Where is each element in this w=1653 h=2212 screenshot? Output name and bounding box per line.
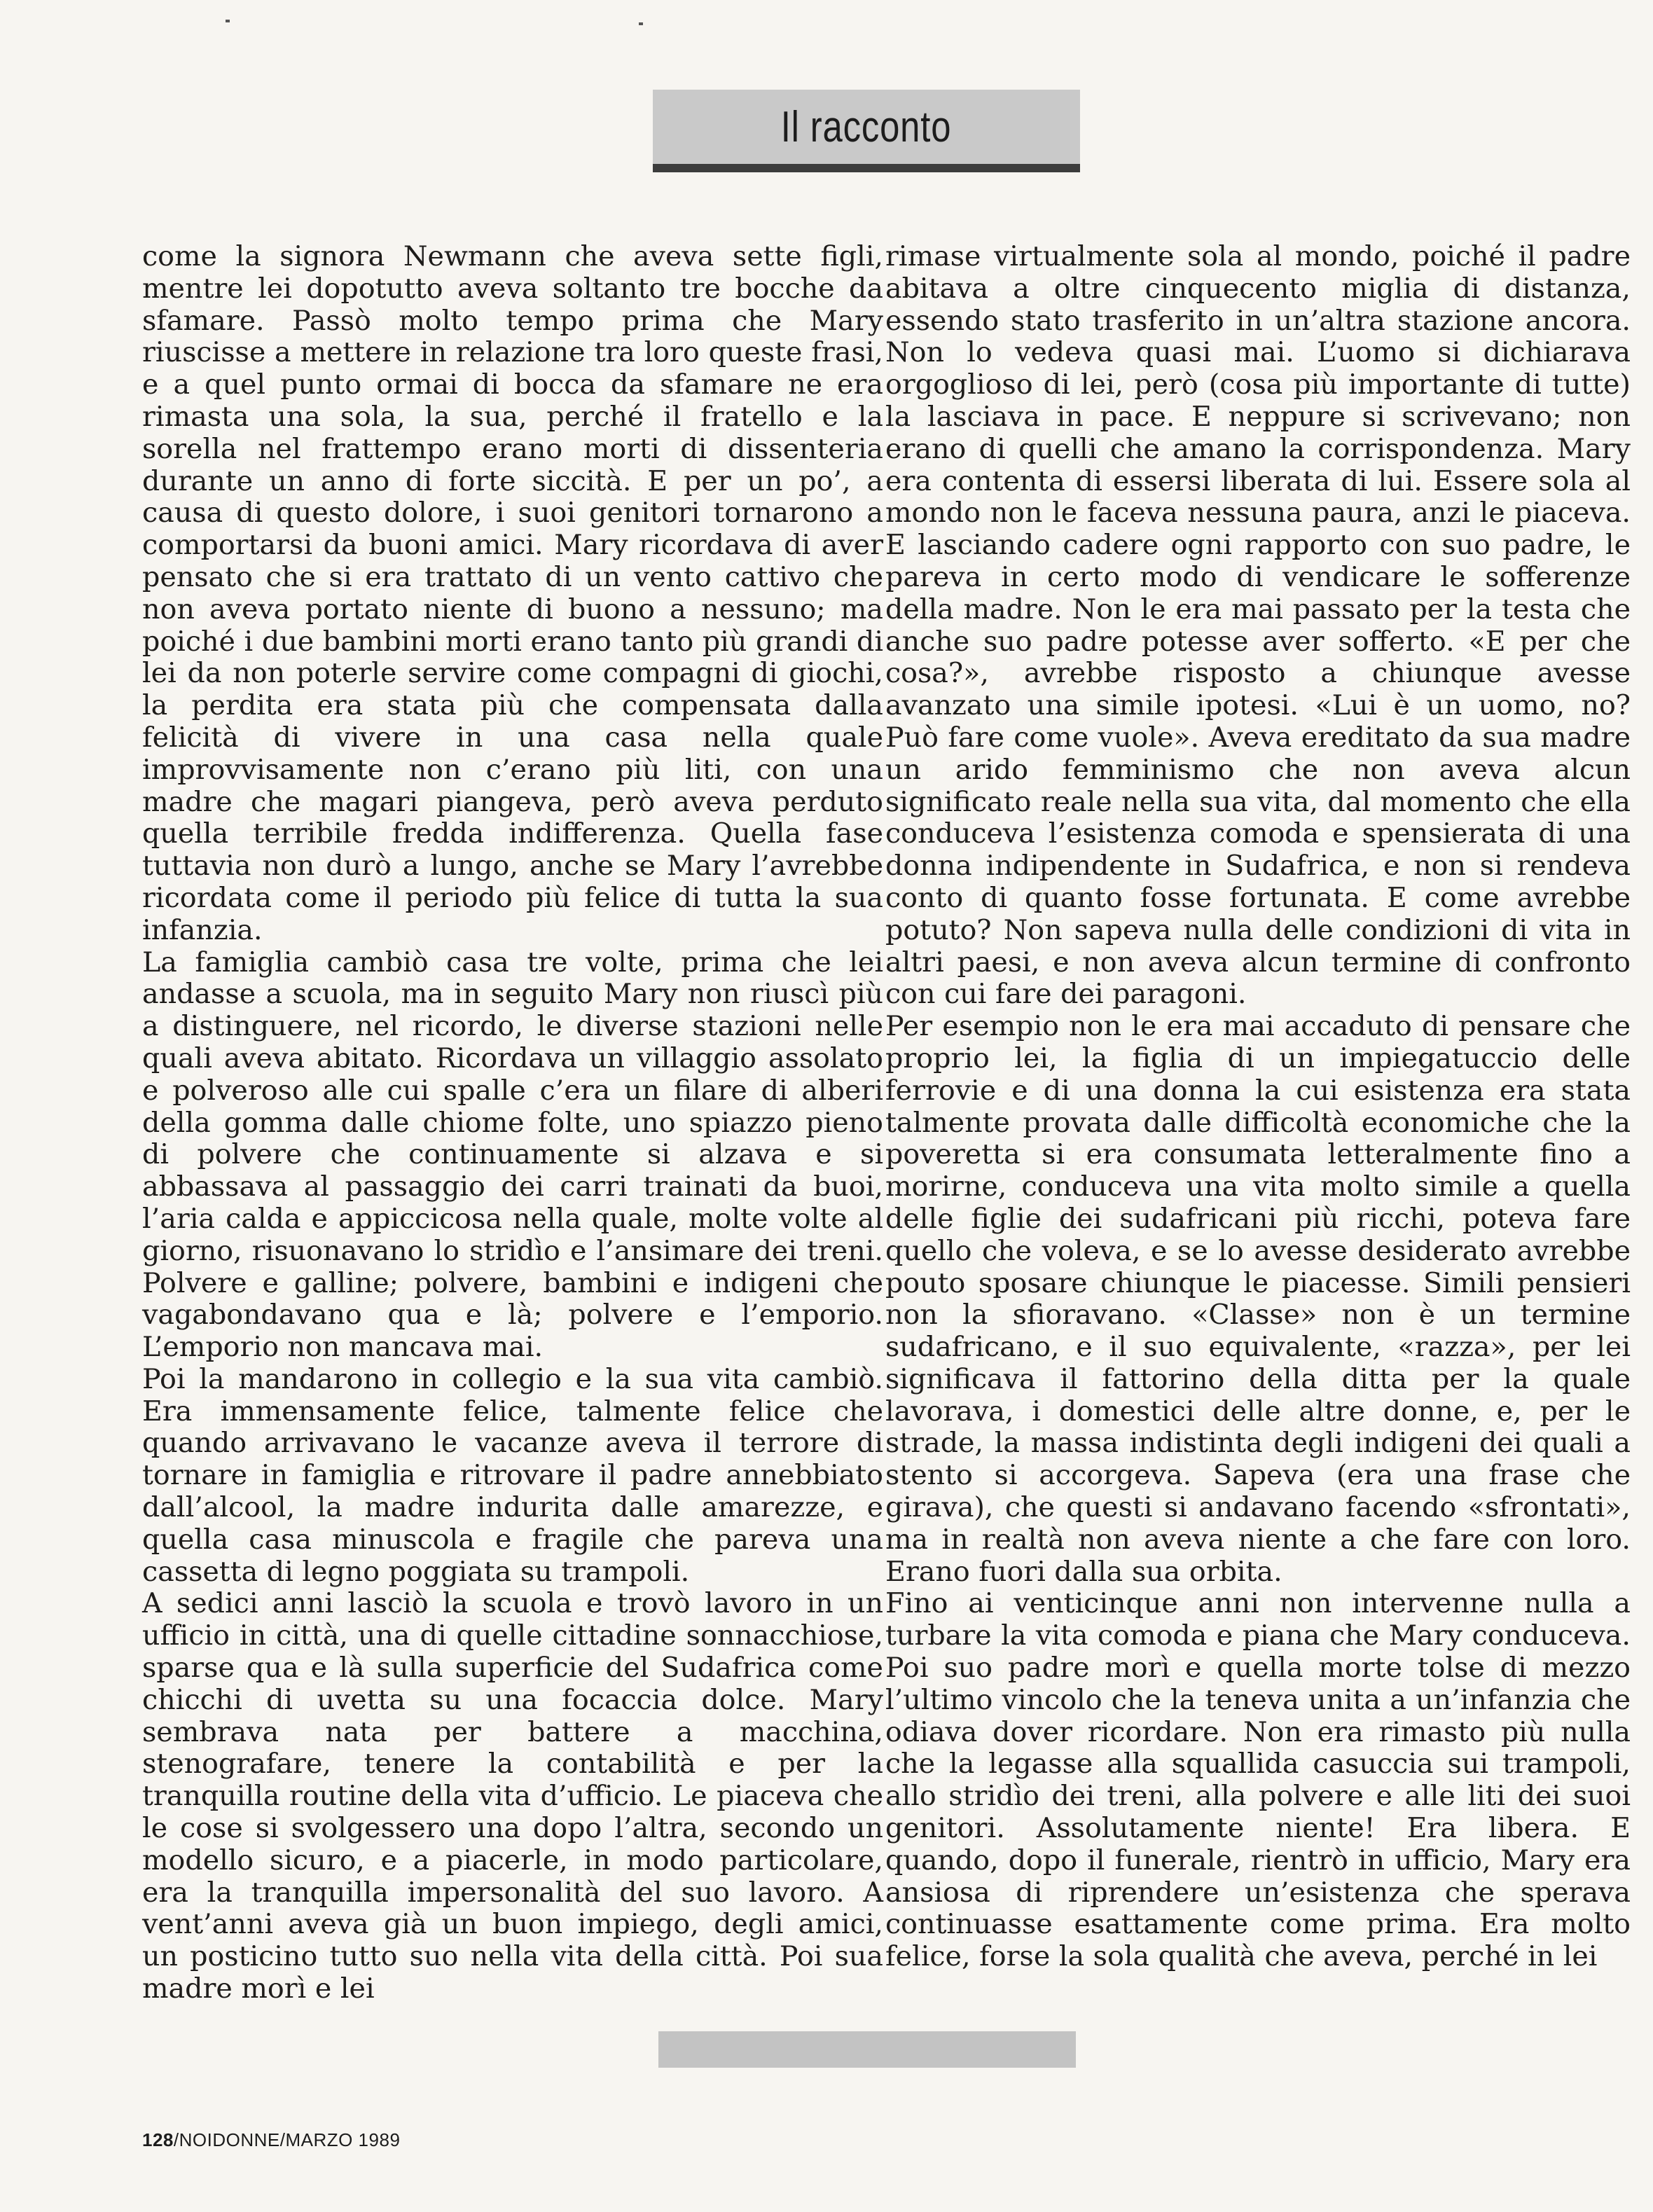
left-column bbox=[142, 241, 883, 2005]
print-mark bbox=[226, 20, 230, 22]
paragraph: rimase virtualmente sola al mondo, poiché il padre abitava a oltre cinquecento miglia di distanza, essendo stato trasferito in un’altra stazione ancora. Non lo vedeva quasi mai. L’uomo si dichiarava orgoglioso di lei, però (cosa più importante di tutte) la lasciava in pace. E neppure si scrivevano; non erano di quelli che amano la corrispondenza. Mary era contenta di essersi liberata di lui. Essere sola al mondo non le faceva nessuna paura, anzi le piaceva. E lasciando cadere ogni rapporto con suo padre, le pareva in certo modo di vendicare le sofferenze della madre. Non le era mai passato per la testa che anche suo padre potesse aver sofferto. «E per che cosa?», avrebbe risposto a chiunque avesse avanzato una simile ipotesi. «Lui è un uomo, no? Può fare come vuole». Aveva ereditato da sua madre un arido femminismo che non aveva alcun significato reale nella sua vita, dal momento che ella conduceva l’esistenza comoda e spensierata di una donna indipendente in Sudafrica, e non si rendeva conto di quanto fosse fortunata. E come avrebbe potuto? Non sapeva nulla delle condizioni di vita in altri paesi, e non aveva alcun termine di confronto con cui fare dei paragoni. bbox=[885, 240, 1631, 1011]
paragraph: Poi la mandarono in collegio e la sua vita cambiò. Era immensamente felice, talmente felice che quando arrivavano le vacanze aveva il terrore di tornare in famiglia e ritrovare il padre annebbiato dall’alcool, la madre indurita dalle amarezze, e quella casa minuscola e fragile che pareva una cassetta di legno poggiata su trampoli. bbox=[142, 1362, 883, 1588]
paragraph: come la signora Newmann che aveva sette figli, mentre lei dopotutto aveva soltanto tre bocche da sfamare. Passò molto tempo prima che Mary riuscisse a mettere in relazione tra loro queste frasi, e a quel punto ormai di bocca da sfamare ne era rimasta una sola, la sua, perché il fratello e la sorella nel frattempo erano morti di dissenteria durante un anno di forte siccità. E per un po’, a causa di questo dolore, i suoi genitori tornarono a comportarsi da buoni amici. Mary ricordava di aver pensato che si era trattato di un vento cattivo che non aveva portato niente di buono a nessuno; ma poiché i due bambini morti erano tanto più grandi di lei da non poterle servire come compagni di giochi, la perdita era stata più che compensata dalla felicità di vivere in una casa nella quale improvvisamente non c’erano più liti, con una madre che magari piangeva, però aveva perduto quella terribile fredda indifferenza. Quella fase tuttavia non durò a lungo, anche se Mary l’avrebbe ricordata come il periodo più felice di tutta la sua infanzia. bbox=[142, 240, 883, 946]
print-mark bbox=[639, 22, 643, 25]
section-title: Il racconto bbox=[781, 102, 952, 151]
paragraph: La famiglia cambiò casa tre volte, prima che lei andasse a scuola, ma in seguito Mary non riuscì più a distinguere, nel ricordo, le diverse stazioni nelle quali aveva abitato. Ricordava un villaggio assolato e polveroso alle cui spalle c’era un filare di alberi della gomma dalle chiome folte, uno spiazzo pieno di polvere che continuamente si alzava e si abbassava al passaggio dei carri trainati da buoi, l’aria calda e appiccicosa nella quale, molte volte al giorno, risuonavano lo stridìo e l’ansimare dei treni. Polvere e galline; polvere, bambini e indigeni che vagabondavano qua e là; polvere e l’emporio. L’emporio non mancava mai. bbox=[142, 946, 883, 1364]
footer-bar bbox=[658, 2031, 1076, 2068]
right-column bbox=[885, 241, 1631, 1973]
page-number: 128 bbox=[142, 2129, 174, 2150]
page-footer bbox=[142, 2129, 400, 2151]
paragraph: A sedici anni lasciò la scuola e trovò lavoro in un ufficio in città, una di quelle cittadine sonnacchiose, sparse qua e là sulla superficie del Sudafrica come chicchi di uvetta su una focaccia dolce. Mary sembrava nata per battere a macchina, stenografare, tenere la contabilità e per la tranquilla routine della vita d’ufficio. Le piaceva che le cose si svolgessero una dopo l’altra, secondo un modello sicuro, e a piacerle, in modo particolare, era la tranquilla impersonalità del suo lavoro. A vent’anni aveva già un buon impiego, degli amici, un posticino tutto suo nella vita della città. Poi sua madre morì e lei bbox=[142, 1587, 883, 2005]
publication-info: /NOIDONNE/MARZO 1989 bbox=[173, 2129, 401, 2150]
paragraph: Fino ai venticinque anni non intervenne nulla a turbare la vita comoda e piana che Mary conduceva. Poi suo padre morì e quella morte tolse di mezzo l’ultimo vincolo che la teneva unita a un’infanzia che odiava dover ricordare. Non era rimasto più nulla che la legasse alla squallida casuccia sui trampoli, allo stridìo dei treni, alla polvere e alle liti dei suoi genitori. Assolutamente niente! Era libera. E quando, dopo il funerale, rientrò in ufficio, Mary era ansiosa di riprendere un’esistenza che sperava continuasse esattamente come prima. Era molto felice, forse la sola qualità che aveva, perché in lei bbox=[885, 1587, 1631, 1973]
paragraph: Per esempio non le era mai accaduto di pensare che proprio lei, la figlia di un impiegatuccio delle ferrovie e di una donna la cui esistenza era stata talmente provata dalle difficoltà economiche che la poveretta si era consumata letteralmente fino a morirne, conduceva una vita molto simile a quella delle figlie dei sudafricani più ricchi, poteva fare quello che voleva, e se lo avesse desiderato avrebbe pouto sposare chiunque le piacesse. Simili pensieri non la sfioravano. «Classe» non è un termine sudafricano, e il suo equivalente, «razza», per lei significava il fattorino della ditta per la quale lavorava, i domestici delle altre donne, e, per le strade, la massa indistinta degli indigeni dei quali a stento si accorgeva. Sapeva (era una frase che girava), che questi si andavano facendo «sfrontati», ma in realtà non aveva niente a che fare con loro. Erano fuori dalla sua orbita. bbox=[885, 1010, 1631, 1588]
section-header bbox=[653, 90, 1080, 172]
